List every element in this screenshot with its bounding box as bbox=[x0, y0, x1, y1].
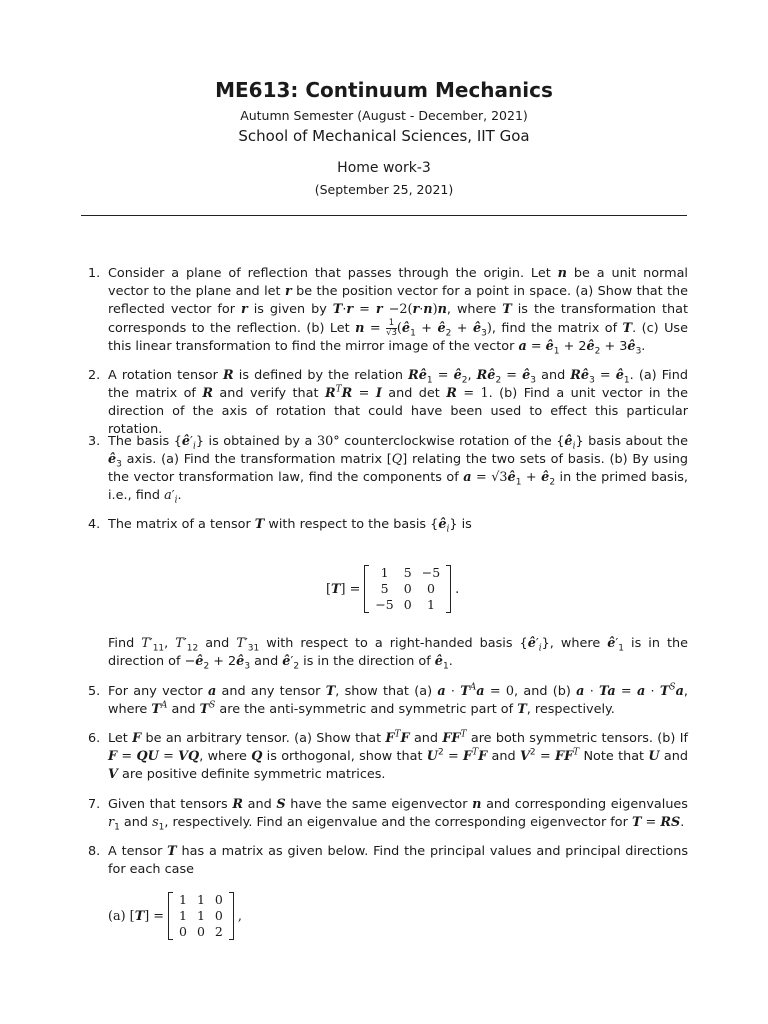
course-title: ME613: Continuum Mechanics bbox=[215, 78, 553, 102]
matrix-cell: 0 bbox=[403, 581, 412, 596]
question-6 bbox=[88, 730, 688, 784]
question-5 bbox=[88, 683, 688, 719]
question-number: 8. bbox=[88, 844, 101, 859]
matrix-cell: 5 bbox=[403, 565, 412, 580]
question-number: 2. bbox=[88, 368, 101, 383]
question-number: 3. bbox=[88, 434, 101, 449]
q4-matrix-equation: [T] = 1 5 −5 5 0 0 −5 0 1 . bbox=[326, 565, 460, 612]
matrix-cell: 2 bbox=[214, 924, 223, 939]
matrix-cell: 0 bbox=[214, 908, 223, 923]
semester-line: Autumn Semester (August - December, 2021) bbox=[240, 108, 528, 123]
question-text: The basis $\{ê'_i\}$ is obtained by a 30° counterclockwise rotation of the $\{ê_i\}$ basis about the $ê_3$ axis. (a) Find the transformation matrix [Q] relating the two sets of basis. (b) By using the vector transformation law, find the components of $a = √3ê_1$ + $ê_2$ in the primed basis, i.e., find $a'_i$. bbox=[108, 434, 689, 506]
question-7 bbox=[88, 796, 688, 832]
question-text: The matrix of a tensor T with respect to the basis $\{ê_i\}$ is bbox=[108, 517, 472, 535]
matrix-cell: 0 bbox=[196, 924, 205, 939]
q8a-matrix bbox=[168, 892, 234, 940]
question-text: A tensor T has a matrix as given below. Find the principal values and principal directions for each case bbox=[108, 844, 688, 877]
matrix-cell: 0 bbox=[403, 597, 412, 612]
question-text: Consider a plane of reflection that passes through the origin. Let n be a unit normal vector to the plane and let r be the position vector for a point in space. (a) Show that the reflected vector for r is given by T·r = r −2(r·n)n, where T is the transformation that corresponds to the reflection. (b) Let n = $\frac{1}{√3}$ ($ê_1$ + $ê_2$ + $ê_3$), find the matrix of T. (c) Use this linear transformation to find the mirror image of the vector $a = ê_1$ + $2ê_2$ + $3ê_3$. bbox=[108, 266, 688, 357]
question-text: A rotation tensor R is defined by the relation $Rê_1$ = $ê_2$, $Rê_2$ = $ê_3$ and $Rê_3$ = $ê_1$. (a) Find the matrix of R and verify that $R^TR = I$ and det R = 1. (b) Find a unit vector in the direction of the axis of rotation that could have been used to effect this particular rotation. bbox=[108, 368, 688, 437]
school-line: School of Mechanical Sciences, IIT Goa bbox=[238, 127, 530, 145]
question-4-continued bbox=[88, 635, 688, 671]
question-4 bbox=[88, 516, 688, 534]
assignment-title: Home work-3 bbox=[337, 160, 431, 176]
question-number: 4. bbox=[88, 517, 101, 532]
question-text: Let F be an arbitrary tensor. (a) Show that $F^TF$ and $FF^T$ are both symmetric tensors. (b) If F = QU = VQ, where Q is orthogonal, show that $U^2 = F^TF$ and $V^2 = FF^T$ Note that U and V are positive definite symmetric matrices. bbox=[108, 729, 688, 782]
matrix-cell: 0 bbox=[179, 924, 187, 939]
matrix-cell: 1 bbox=[179, 908, 187, 923]
question-number: 7. bbox=[88, 797, 101, 812]
matrix-cell: 1 bbox=[179, 892, 187, 907]
question-1 bbox=[88, 265, 688, 356]
matrix-cell: 1 bbox=[426, 597, 435, 612]
matrix-cell: 0 bbox=[426, 581, 435, 596]
matrix-cell: 1 bbox=[196, 892, 205, 907]
question-number: 6. bbox=[88, 731, 101, 746]
question-2 bbox=[88, 367, 688, 439]
q4-matrix bbox=[364, 565, 451, 613]
matrix-cell: −5 bbox=[421, 565, 441, 580]
matrix-cell: 1 bbox=[380, 565, 389, 580]
assignment-date: (September 25, 2021) bbox=[314, 182, 454, 197]
question-3 bbox=[88, 433, 688, 505]
header-divider bbox=[81, 215, 687, 216]
question-number: 5. bbox=[88, 684, 101, 699]
matrix-cell: 1 bbox=[196, 908, 205, 923]
q8a-matrix-equation: (a) [T] = 1 1 0 1 1 0 0 0 2 , bbox=[108, 892, 242, 939]
matrix-cell: 5 bbox=[380, 581, 389, 596]
matrix-cell: 0 bbox=[214, 892, 223, 907]
question-number: 1. bbox=[88, 266, 101, 281]
question-text: Find $T'_{11}$, $T'_{12}$ and $T'_{31}$ with respect to a right-handed basis $\{ê'_i\}$, where $ê'_1$ is in the direction of $-ê_2$ + $2ê_3$ and $ê'_2$ is in the direction of $ê_1$. bbox=[108, 636, 689, 672]
question-text: Given that tensors R and S have the same eigenvector n and corresponding eigenvalues $r_1$ and $s_1$, respectively. Find an eigenvalue and the corresponding eigenvector for T = RS. bbox=[108, 797, 688, 833]
matrix-cell: −5 bbox=[375, 597, 394, 612]
question-8 bbox=[88, 843, 688, 879]
question-text: For any vector a and any tensor T, show that (a) $a \cdot T^Aa = 0$, and (b) $a \cdot Ta = a \cdot T^Sa$, where $T^A$ and $T^S$ are the anti-symmetric and symmetric part of T, respectively. bbox=[108, 682, 688, 717]
